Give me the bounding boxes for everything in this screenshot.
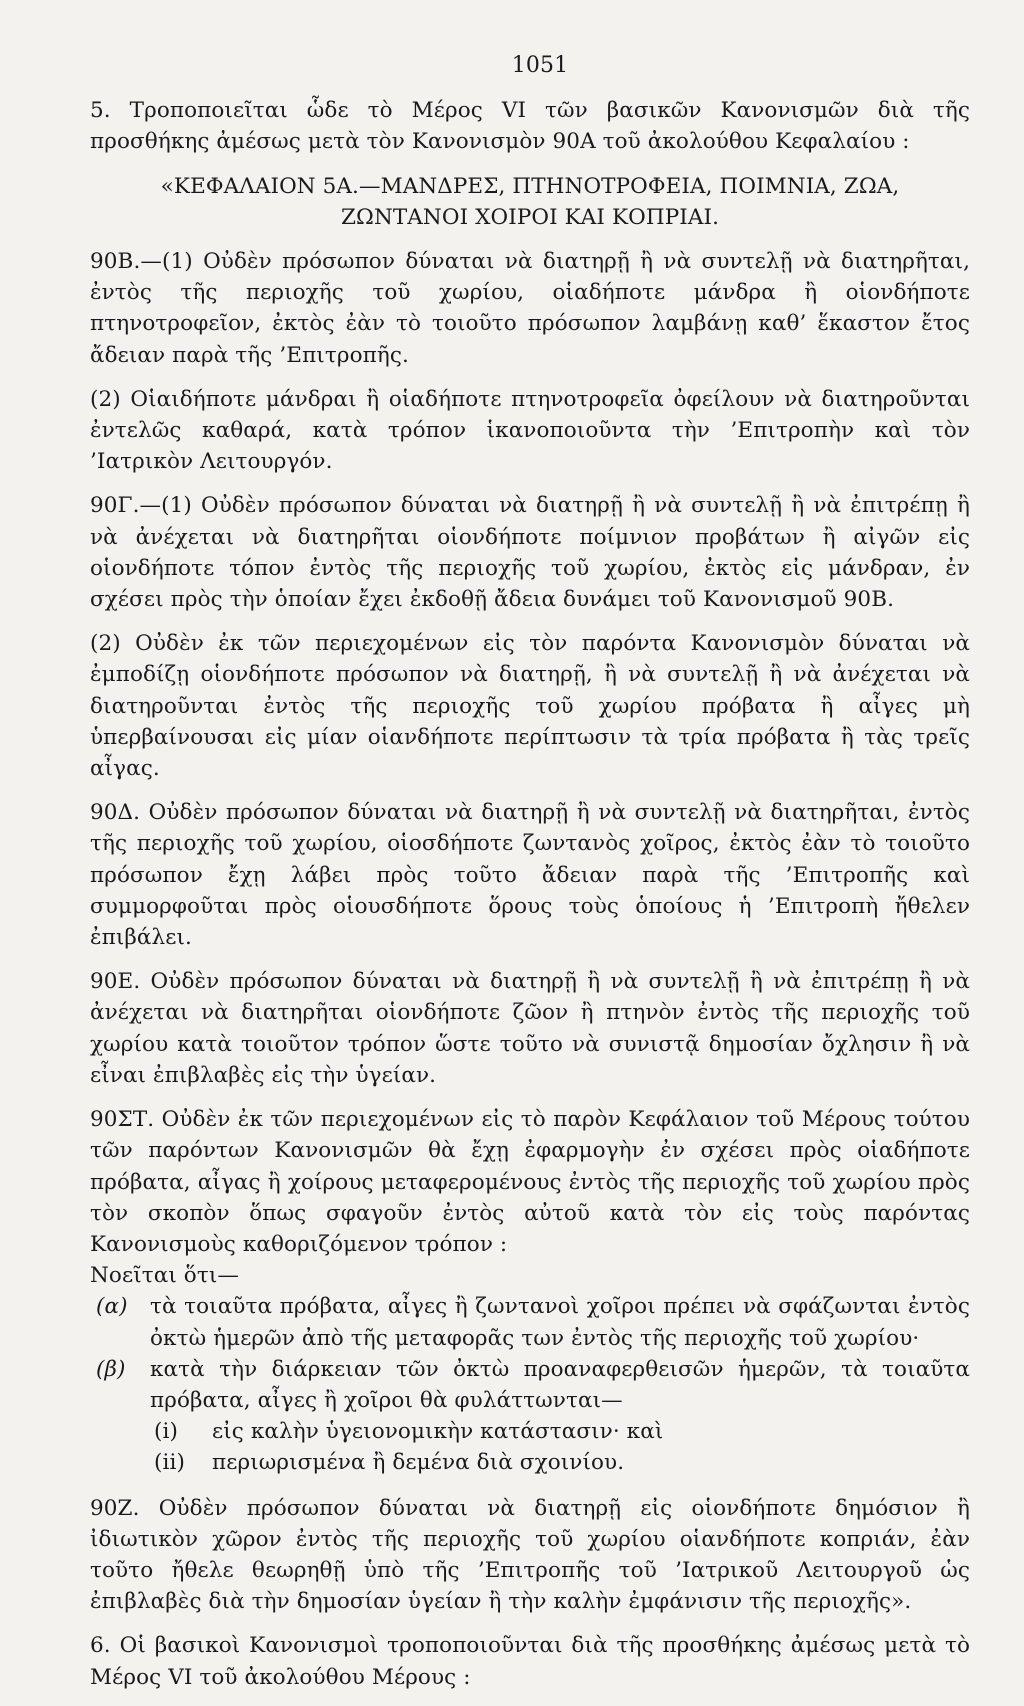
proviso-item-a-label: (α) <box>96 1294 128 1320</box>
proviso-item-a <box>90 1291 970 1353</box>
proviso-subitem-i-text: εἰς καλὴν ὑγειονομικὴν κατάστασιν· καὶ <box>212 1419 664 1445</box>
regulation-90st: 90ΣΤ. Οὐδὲν ἐκ τῶν περιεχομένων εἰς τὸ παρὸν Κεφάλαιον τοῦ Μέρους τούτου τῶν παρόντων Κανονισμῶν θὰ ἔχῃ ἐφαρμογὴν ἐν σχέσει πρὸς οἱαδήποτε πρόβατα, αἶγας ἢ χοίρους μεταφερομένους ἐντὸς τῆς περιοχῆς τοῦ χωρίου πρὸς τὸν σκοπὸν ὅπως σφαγοῦν ἐντὸς αὐτοῦ κατὰ τὸν εἰς τοὺς παρόντας Κανονισμοὺς καθοριζόμενον τρόπον : <box>90 1107 970 1257</box>
proviso-item-b <box>90 1354 970 1416</box>
page-number: 1051 <box>511 53 569 78</box>
paragraph-6: 6. Οἱ βασικοὶ Κανονισμοὶ τροποποιοῦνται διὰ τῆς προσθήκης ἀμέσως μετὰ τὸ Μέρος VI τοῦ ἀκολούθου Μέρους : <box>90 1633 970 1690</box>
chapter-heading <box>90 171 970 233</box>
proviso-subitem-ii-label: (ii) <box>154 1450 185 1476</box>
regulation-90b-1: 90Β.—(1) Οὐδὲν πρόσωπον δύναται νὰ διατηρῇ ἢ νὰ συντελῇ νὰ διατηρῆται, ἐντὸς τῆς περιοχῆς τοῦ χωρίου, οἱαδήποτε μάνδρα ἢ οἱονδήποτε πτηνοτροφεῖον, ἐκτὸς ἐὰν τὸ τοιοῦτο πρόσωπον λαμβάνῃ καθ’ ἕκαστον ἔτος ἄδειαν παρὰ τῆς ’Επιτροπῆς. <box>90 249 970 368</box>
paragraph-5: 5. Τροποποιεῖται ὧδε τὸ Μέρος VI τῶν βασικῶν Κανονισμῶν διὰ τῆς προσθήκης ἀμέσως μετὰ τὸν Κανονισμὸν 90Α τοῦ ἀκολούθου Κεφαλαίου : <box>90 98 970 155</box>
proviso-subitem-i-label: (i) <box>154 1419 178 1445</box>
proviso-subitem-i <box>150 1416 970 1447</box>
regulation-90d: 90Δ. Οὐδὲν πρόσωπον δύναται νὰ διατηρῇ ἢ νὰ συντελῇ νὰ διατηρῆται, ἐντὸς τῆς περιοχῆς τοῦ χωρίου, οἱοσδήποτε ζωντανὸς χοῖρος, ἐκτὸς ἐὰν τὸ τοιοῦτο πρόσωπον ἔχῃ λάβει πρὸς τοῦτο ἄδειαν παρὰ τῆς ’Επιτροπῆς καὶ συμμορφοῦται πρὸς οἱουσδήποτε ὅρους τοὺς ὁποίους ἡ ’Επιτροπὴ ἤθελεν ἐπιβάλει. <box>90 800 970 951</box>
chapter-heading-line-2: ΖΩΝΤΑΝΟΙ ΧΟΙΡΟΙ ΚΑΙ ΚΟΠΡΙΑΙ. <box>340 204 720 230</box>
proviso-subitem-ii <box>150 1447 970 1478</box>
regulation-90b-2: (2) Οἱαιδήποτε μάνδραι ἢ οἱαδήποτε πτηνοτροφεῖα ὀφείλουν νὰ διατηροῦνται ἐντελῶς καθαρά, κατὰ τρόπον ἱκανοποιοῦντα τὴν ’Επιτροπὴν καὶ τὸν ’Ιατρικὸν Λειτουργόν. <box>90 386 970 475</box>
proviso-subitem-ii-text: περιωρισμένα ἢ δεμένα διὰ σχοινίου. <box>212 1450 625 1476</box>
regulation-90e: 90Ε. Οὐδὲν πρόσωπον δύναται νὰ διατηρῇ ἢ νὰ συντελῇ ἢ νὰ ἐπιτρέπῃ ἢ νὰ ἀνέχεται νὰ διατηρῆται οἱονδήποτε ζῶον ἢ πτηνὸν ἐντὸς τῆς περιοχῆς τοῦ χωρίου κατὰ τοιοῦτον τρόπον ὥστε τοῦτο νὰ συνιστᾷ δημοσίαν ὄχλησιν ἢ νὰ εἶναι ἐπιβλαβὲς εἰς τὴν ὑγείαν. <box>90 969 970 1088</box>
proviso-item-b-text: κατὰ τὴν διάρκειαν τῶν ὀκτὼ προαναφερθεισῶν ἡμερῶν, τὰ τοιαῦτα πρόβατα, αἶγες ἢ χοῖροι θὰ φυλάττωνται— <box>150 1356 970 1413</box>
chapter-heading-line-1: «ΚΕΦΑΛΑΙΟΝ 5Α.—ΜΑΝΔΡΕΣ, ΠΤΗΝΟΤΡΟΦΕΙΑ, ΠΟΙΜΝΙΑ, ΖΩΑ, <box>160 173 900 199</box>
proviso-heading: Νοεῖται ὅτι— <box>90 1263 239 1289</box>
proviso-item-a-text: τὰ τοιαῦτα πρόβατα, αἶγες ἢ ζωντανοὶ χοῖροι πρέπει νὰ σφάζωνται ἐντὸς ὀκτὼ ἡμερῶν ἀπὸ τῆς μεταφορᾶς των ἐντὸς τῆς περιοχῆς τοῦ χωρίου· <box>150 1294 970 1351</box>
regulation-90z: 90Ζ. Οὐδὲν πρόσωπον δύναται νὰ διατηρῇ εἰς οἱονδήποτε δημόσιον ἢ ἰδιωτικὸν χῶρον ἐντὸς τῆς περιοχῆς τοῦ χωρίου οἱανδήποτε κοπριάν, ἐὰν τοῦτο ἤθελε θεωρηθῇ ὑπὸ τῆς ’Επιτροπῆς τοῦ ’Ιατρικοῦ Λειτουργοῦ ὡς ἐπιβλαβὲς διὰ τὴν δημοσίαν ὑγείαν ἢ τὴν καλὴν ἐμφάνισιν τῆς περιοχῆς». <box>90 1495 970 1615</box>
regulation-90g-2: (2) Οὐδὲν ἐκ τῶν περιεχομένων εἰς τὸν παρόντα Κανονισμὸν δύναται νὰ ἐμποδίζῃ οἱονδήποτε πρόσωπον νὰ διατηρῇ, ἢ νὰ συντελῇ ἢ νὰ ἀνέχεται νὰ διατηροῦνται ἐντὸς τῆς περιοχῆς τοῦ χωρίου πρόβατα ἢ αἶγες μὴ ὑπερβαίνουσαι εἰς μίαν οἱανδήποτε περίπτωσιν τὰ τρία πρόβατα ἢ τὰς τρεῖς αἶγας. <box>90 631 970 782</box>
proviso-item-b-label: (β) <box>96 1356 126 1382</box>
regulation-90g-1: 90Γ.—(1) Οὐδὲν πρόσωπον δύναται νὰ διατηρῇ ἢ νὰ συντελῇ ἢ νὰ ἐπιτρέπῃ ἢ νὰ ἀνέχεται νὰ διατηρῆται οἱονδήποτε ποίμνιον προβάτων ἢ αἰγῶν εἰς οἱονδήποτε τόπον ἐντὸς τῆς περιοχῆς τοῦ χωρίου, ἐκτὸς εἰς μάνδραν, ἐν σχέσει πρὸς τὴν ὁποίαν ἔχει ἐκδοθῇ ἄδεια δυνάμει τοῦ Κανονισμοῦ 90Β. <box>90 493 970 613</box>
document-page <box>90 50 970 1706</box>
